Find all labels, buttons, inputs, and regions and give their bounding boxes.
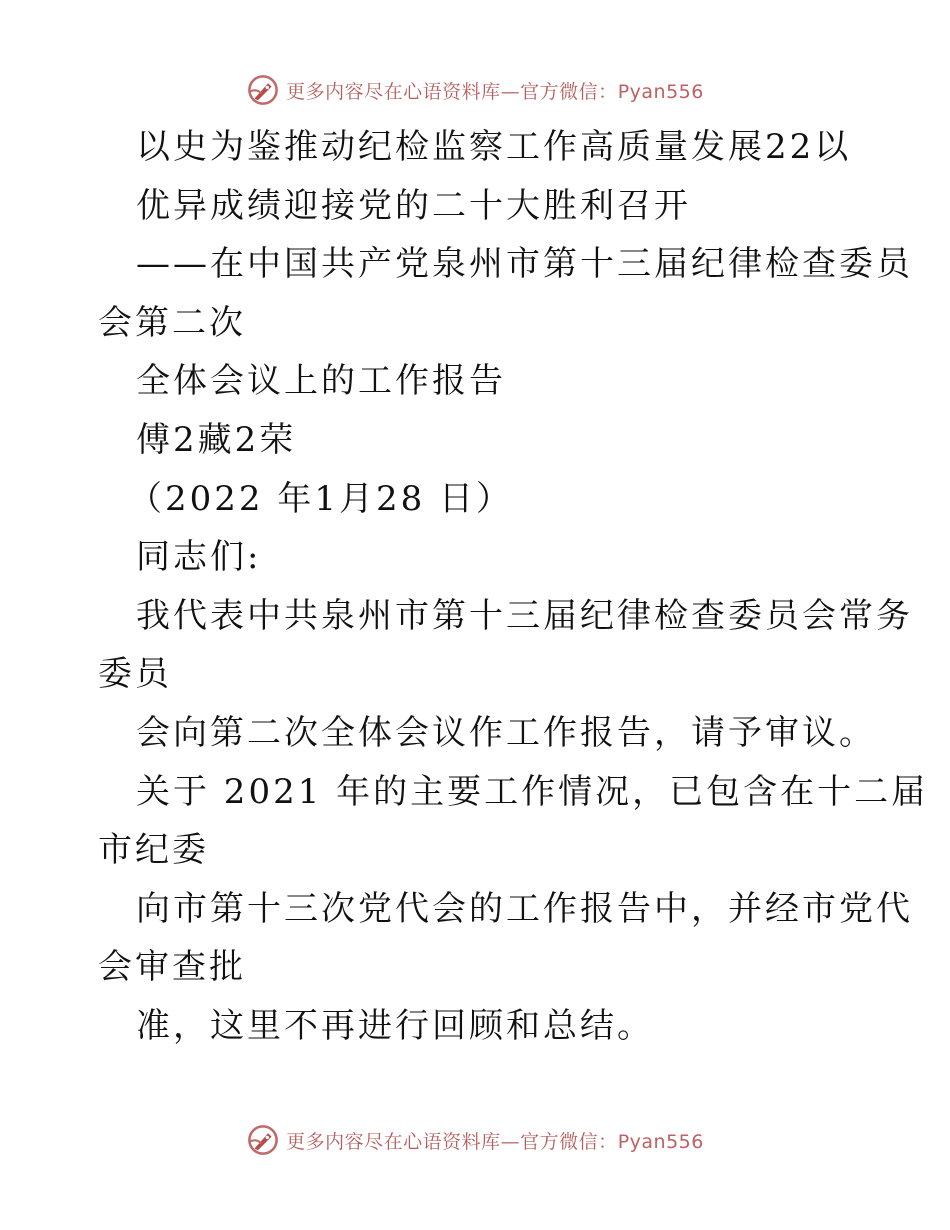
header-watermark bbox=[0, 70, 950, 110]
paragraph-line: 会审查批 bbox=[98, 947, 246, 988]
subtitle-line-2: 会第二次 bbox=[98, 302, 246, 343]
pen-nib-logo-icon bbox=[246, 1123, 280, 1157]
footer-watermark bbox=[0, 1120, 950, 1160]
watermark-text: 更多内容尽在心语资料库—官方微信：Pyan556 bbox=[286, 1130, 704, 1153]
watermark-text: 更多内容尽在心语资料库—官方微信：Pyan556 bbox=[286, 80, 704, 103]
paragraph-line: 关于 2021 年的主要工作情况，已包含在十二届 bbox=[136, 771, 929, 812]
document-body bbox=[98, 118, 929, 1056]
paragraph-line: 委员 bbox=[98, 654, 172, 695]
paragraph-line: 市纪委 bbox=[98, 830, 209, 871]
paragraph-line: 向市第十三次党代会的工作报告中，并经市党代 bbox=[136, 888, 913, 929]
paragraph-line: 会向第二次全体会议作工作报告，请予审议。 bbox=[136, 712, 876, 753]
date-line: （2022 年1月28 日） bbox=[128, 478, 514, 519]
paragraph-line: 准，这里不再进行回顾和总结。 bbox=[136, 1005, 654, 1046]
paragraph-line: 我代表中共泉州市第十三届纪律检查委员会常务 bbox=[136, 595, 913, 636]
title-line-1: 以史为鉴推动纪检监察工作高质量发展22以 bbox=[136, 127, 852, 167]
subtitle-line-1: ——在中国共产党泉州市第十三届纪律检查委员 bbox=[136, 244, 913, 285]
subtitle-line-3: 全体会议上的工作报告 bbox=[136, 361, 506, 402]
pen-nib-logo-icon bbox=[246, 73, 280, 107]
salutation: 同志们: bbox=[136, 537, 262, 578]
title-line-2: 优异成绩迎接党的二十大胜利召开 bbox=[136, 185, 691, 226]
author-line: 傅2藏2荣 bbox=[136, 419, 297, 460]
